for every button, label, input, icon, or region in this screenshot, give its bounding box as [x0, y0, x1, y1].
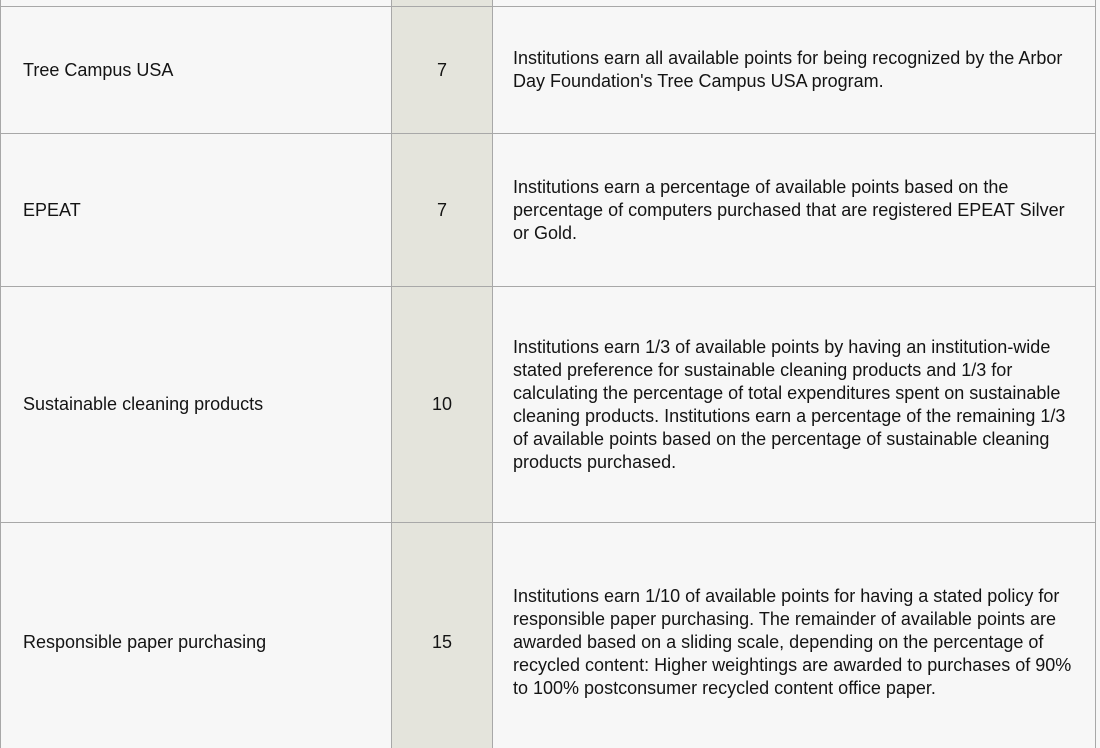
table-row	[1, 523, 1096, 748]
criterion-name: Tree Campus USA	[1, 7, 392, 134]
table-row	[1, 7, 1096, 134]
criterion-description: Institutions earn 1/3 of available points by having an institution-wide stated preference for sustainable cleaning products and 1/3 for calculating the percentage of total expenditures spent on sustainable cleaning products. Institutions earn a percentage of the remaining 1/3 of available points based on the percentage of sustainable cleaning products purchased.	[493, 287, 1096, 523]
criterion-description: Institutions earn a percentage of available points based on the percentage of computers purchased that are registered EPEAT Silver or Gold.	[493, 134, 1096, 287]
criterion-name: Sustainable cleaning products	[1, 287, 392, 523]
criterion-points: 7	[392, 7, 493, 134]
criterion-description: Institutions earn all available points for being recognized by the Arbor Day Foundation's Tree Campus USA program.	[493, 7, 1096, 134]
table-row	[1, 287, 1096, 523]
criterion-points: 10	[392, 287, 493, 523]
criterion-points: 7	[392, 134, 493, 287]
criterion-name: Responsible paper purchasing	[1, 523, 392, 748]
criterion-points: 15	[392, 523, 493, 748]
table-row	[1, 134, 1096, 287]
criterion-name: EPEAT	[1, 134, 392, 287]
criterion-description: Institutions earn 1/10 of available points for having a stated policy for responsible paper purchasing. The remainder of available points are awarded based on a sliding scale, depending on the percentage of recycled content: Higher weightings are awarded to purchases of 90% to 100% postconsumer recycled content office paper.	[493, 523, 1096, 748]
